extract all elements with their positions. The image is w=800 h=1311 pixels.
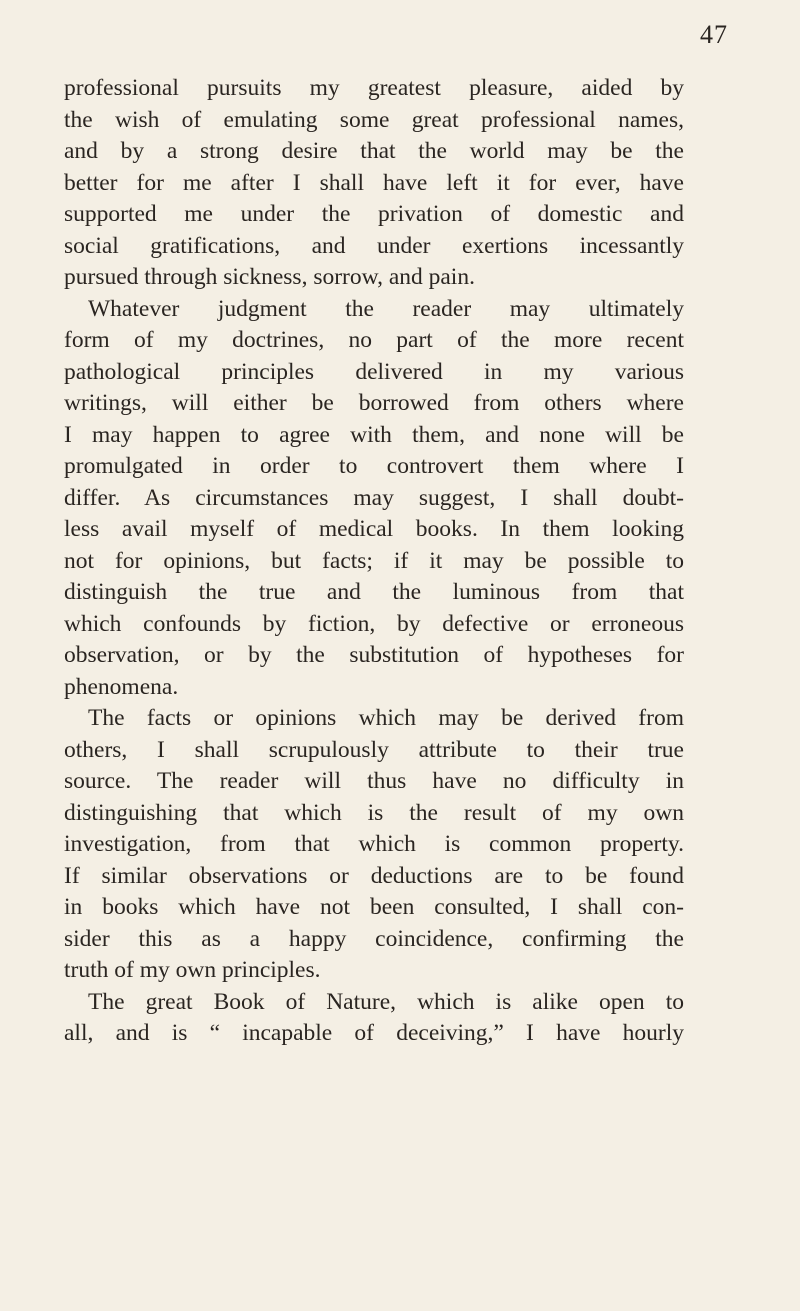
text-line: I may happen to agree with them, and none will be xyxy=(64,421,684,448)
text-line: differ. As circumstances may suggest, I shall doubt- xyxy=(64,484,684,511)
text-line: The facts or opinions which may be derived from xyxy=(88,705,684,731)
text-line: distinguish the true and the luminous from that xyxy=(64,579,684,605)
text-line: which confounds by fiction, by defective or erroneous xyxy=(64,610,684,637)
text-line: distinguishing that which is the result of my own xyxy=(64,799,684,826)
text-line: investigation, from that which is common property. xyxy=(64,831,684,857)
text-line: truth of my own principles. xyxy=(64,957,321,983)
text-line: pursued through sickness, sorrow, and pain. xyxy=(64,264,475,290)
text-line: in books which have not been consulted, I shall con- xyxy=(64,894,684,920)
text-line: the wish of emulating some great professional names, xyxy=(64,106,684,133)
text-line: The great Book of Nature, which is alike open to xyxy=(88,988,684,1015)
page-number: 47 xyxy=(700,20,728,49)
text-line: form of my doctrines, no part of the more recent xyxy=(64,327,684,353)
body-text xyxy=(64,73,684,1050)
text-line: pathological principles delivered in my various xyxy=(64,358,684,385)
text-line: phenomena. xyxy=(64,673,179,700)
text-line: others, I shall scrupulously attribute to their true xyxy=(64,736,684,763)
text-line: supported me under the privation of domestic and xyxy=(64,201,684,227)
text-line: source. The reader will thus have no difficulty in xyxy=(64,768,684,794)
text-line: writings, will either be borrowed from others where xyxy=(64,390,684,416)
text-line: professional pursuits my greatest pleasure, aided by xyxy=(64,75,684,101)
text-line: sider this as a happy coincidence, confirming the xyxy=(64,925,684,952)
text-line: Whatever judgment the reader may ultimately xyxy=(88,295,684,322)
text-line: less avail myself of medical books. In them looking xyxy=(64,516,684,542)
text-line: and by a strong desire that the world may be the xyxy=(64,138,684,164)
text-line: better for me after I shall have left it for ever, have xyxy=(64,169,684,196)
text-line: observation, or by the substitution of hypotheses for xyxy=(64,642,684,668)
text-line: all, and is “ incapable of deceiving,” I have hourly xyxy=(64,1020,684,1046)
text-line: If similar observations or deductions are to be found xyxy=(64,862,684,889)
text-line: social gratifications, and under exertions incessantly xyxy=(64,232,684,259)
text-line: not for opinions, but facts; if it may be possible to xyxy=(64,547,684,574)
text-line: promulgated in order to controvert them where I xyxy=(64,453,684,479)
